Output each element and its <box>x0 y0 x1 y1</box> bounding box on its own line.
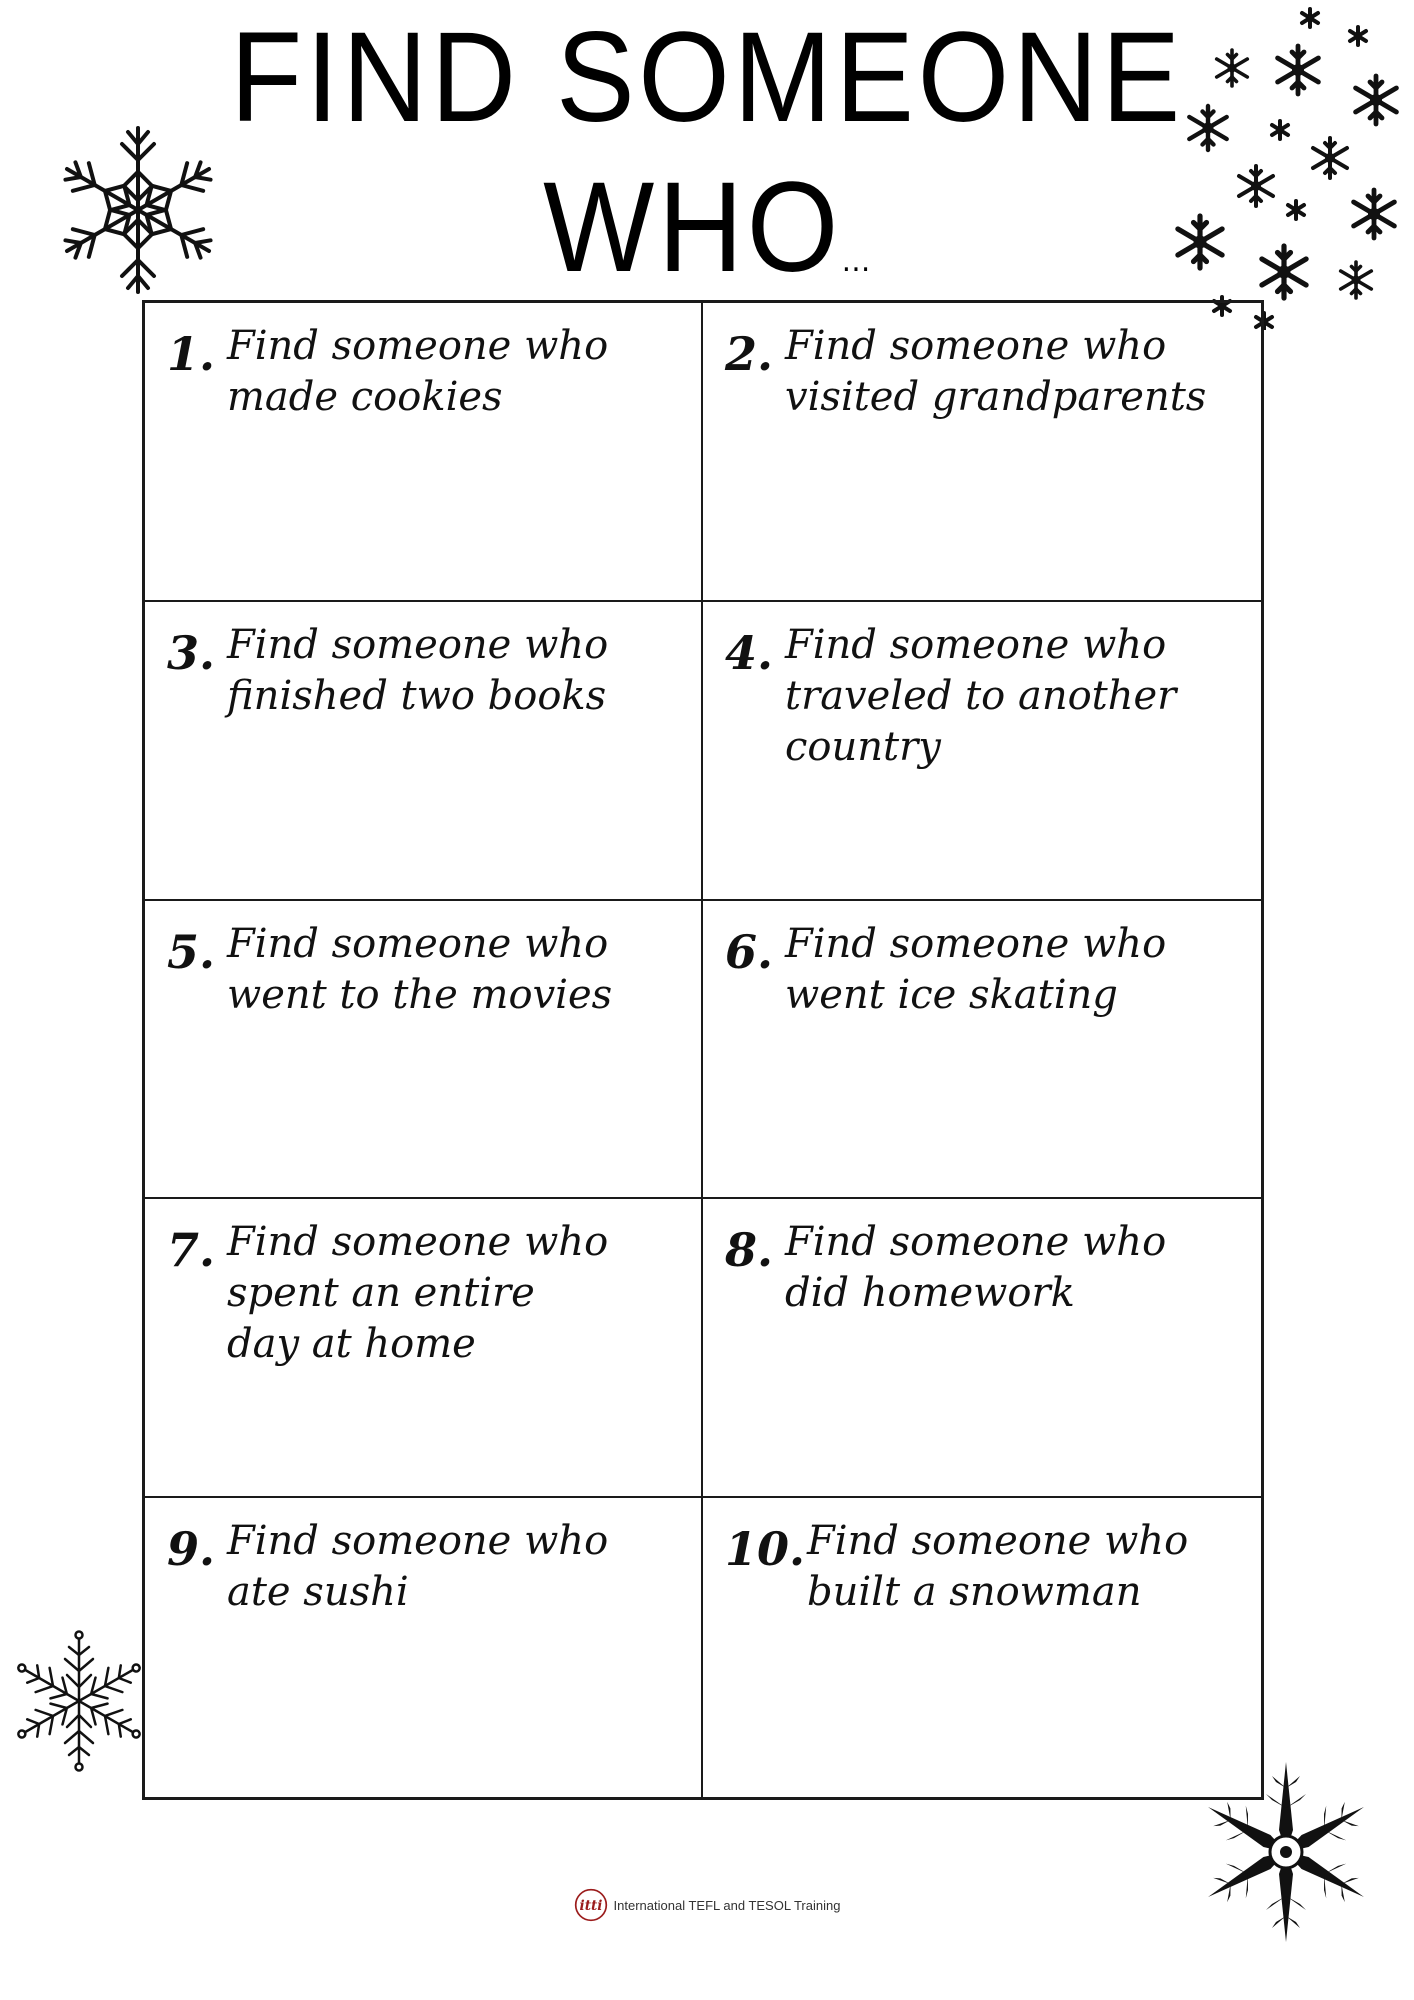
prompt-line: Find someone who <box>807 1518 1189 1565</box>
prompt-number: 6. <box>725 924 774 979</box>
prompt-line: Find someone who <box>227 621 609 668</box>
prompt-grid <box>142 300 1264 1800</box>
prompt-cell-8 <box>703 1199 1261 1498</box>
prompt-cell-3 <box>145 602 703 901</box>
prompt-line: visited grandparents <box>785 374 1207 420</box>
prompt-cell-9 <box>145 1498 703 1797</box>
prompt-text <box>807 1516 1247 1618</box>
prompt-text <box>227 1516 687 1618</box>
footer-text: International TEFL and TESOL Training <box>613 1897 841 1913</box>
prompt-cell-10 <box>703 1498 1261 1797</box>
prompt-number: 9. <box>167 1522 216 1577</box>
logo-text: itti <box>579 1898 602 1915</box>
prompt-line: spent an entire <box>227 1270 535 1317</box>
prompt-line: went to the movies <box>227 971 613 1018</box>
prompt-text <box>785 620 1247 773</box>
logo-icon <box>574 1888 608 1922</box>
title-ellipsis: ... <box>841 241 871 279</box>
prompt-cell-4 <box>703 602 1261 901</box>
prompt-number: 3. <box>167 625 216 680</box>
prompt-line: made cookies <box>227 374 503 420</box>
prompt-line: country <box>785 723 941 770</box>
prompt-text <box>785 1217 1247 1319</box>
prompt-line: Find someone who <box>785 920 1167 967</box>
prompt-line: Find someone who <box>227 1518 609 1565</box>
prompt-line: Find someone who <box>785 1219 1167 1266</box>
title-who: WHO <box>543 156 842 299</box>
prompt-cell-7 <box>145 1199 703 1498</box>
prompt-number: 10. <box>725 1522 806 1577</box>
prompt-cell-1 <box>145 303 703 602</box>
prompt-line: did homework <box>785 1270 1075 1317</box>
prompt-cell-6 <box>703 901 1261 1200</box>
snowflake-cluster-icon <box>1160 0 1414 330</box>
prompt-line: Find someone who <box>785 621 1167 668</box>
prompt-line: Find someone who <box>227 920 609 967</box>
prompt-line: went ice skating <box>785 971 1118 1018</box>
prompt-number: 1. <box>167 327 216 381</box>
prompt-text <box>227 321 687 423</box>
prompt-number: 7. <box>167 1223 216 1278</box>
prompt-cell-5 <box>145 901 703 1200</box>
prompt-text <box>785 321 1247 423</box>
footer <box>0 1888 1414 1922</box>
prompt-cell-2 <box>703 303 1261 602</box>
prompt-number: 5. <box>167 924 216 979</box>
prompt-line: Find someone who <box>227 323 609 369</box>
prompt-line: finished two books <box>227 672 607 719</box>
prompt-text <box>227 620 687 722</box>
prompt-text <box>785 919 1247 1021</box>
prompt-line: Find someone who <box>785 323 1167 369</box>
prompt-text <box>227 919 687 1021</box>
prompt-text <box>227 1217 687 1370</box>
prompt-line: day at home <box>227 1321 476 1368</box>
title-line-1: FIND SOMEONE <box>230 6 1184 149</box>
prompt-line: Find someone who <box>227 1219 609 1266</box>
prompt-number: 8. <box>725 1223 774 1278</box>
snowflake-icon <box>48 120 228 300</box>
prompt-number: 4. <box>725 625 774 680</box>
snowflake-icon <box>4 1626 154 1776</box>
prompt-number: 2. <box>725 327 774 381</box>
prompt-line: built a snowman <box>807 1569 1142 1616</box>
prompt-line: ate sushi <box>227 1569 409 1616</box>
prompt-line: traveled to another <box>785 672 1177 719</box>
